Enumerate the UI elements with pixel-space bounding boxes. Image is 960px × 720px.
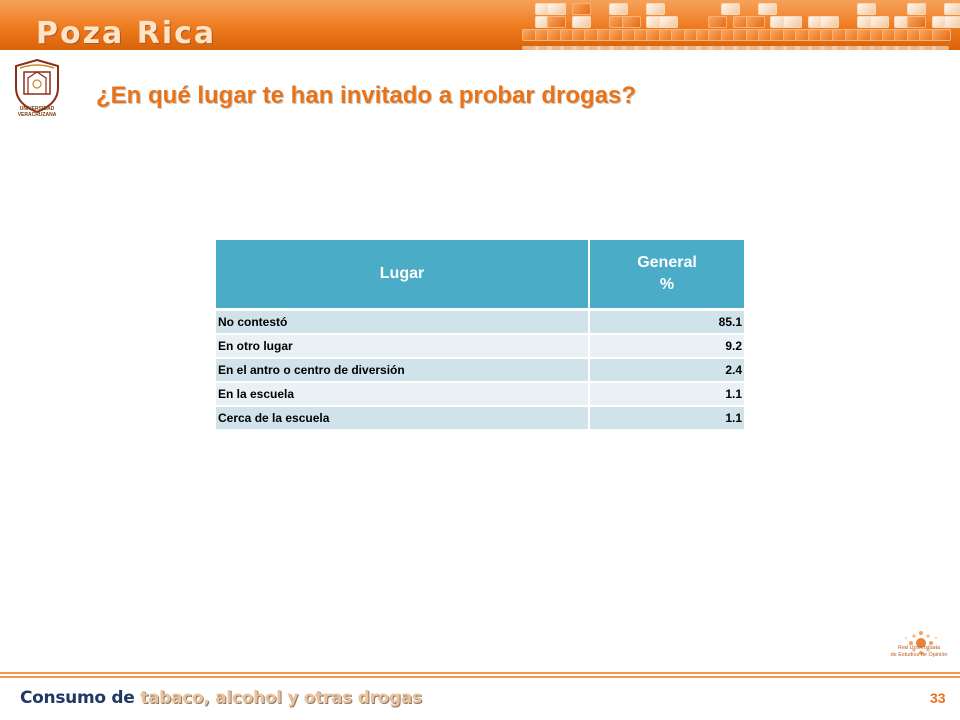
decorative-tile (609, 3, 628, 15)
network-logo-line1: Red Universitaria (897, 645, 941, 651)
header-title: Poza Rica (36, 16, 217, 51)
footer-title (20, 688, 422, 708)
decorative-tile (783, 16, 802, 28)
row-value: 1.1 (589, 382, 744, 406)
decorative-tile (857, 3, 876, 15)
decorative-tile (547, 16, 566, 28)
table-row (216, 334, 744, 358)
row-value: 9.2 (589, 334, 744, 358)
network-logo-line2: de Estudios de Opinión (890, 652, 948, 658)
table-row (216, 310, 744, 335)
decorative-tile (907, 3, 926, 15)
network-logo-icon (886, 614, 956, 674)
table-row (216, 382, 744, 406)
decorative-tile (622, 16, 641, 28)
decorative-tile (820, 16, 839, 28)
logo-caption: UNIVERSIDAD VERACRUZANA (17, 106, 57, 118)
decorative-tile-pattern (510, 3, 960, 63)
page-question: ¿En qué lugar te han invitado a probar drogas? (96, 82, 637, 109)
decorative-tile (659, 16, 678, 28)
network-logo-caption (880, 645, 958, 659)
column-header-place: Lugar (216, 240, 589, 310)
row-place: En otro lugar (216, 334, 589, 358)
row-value: 85.1 (589, 310, 744, 335)
decorative-tile (746, 16, 765, 28)
decorative-tile (646, 3, 665, 15)
table-row (216, 406, 744, 430)
row-place: En la escuela (216, 382, 589, 406)
decorative-tile (547, 3, 566, 15)
row-value: 1.1 (589, 406, 744, 430)
results-table (216, 240, 744, 431)
row-value: 2.4 (589, 358, 744, 382)
column-header-general-label: General (637, 254, 697, 271)
decorative-tile (721, 3, 740, 15)
decorative-tile (907, 16, 926, 28)
page-number: 33 (930, 690, 946, 706)
column-header-general (589, 240, 744, 310)
footer-divider (0, 672, 960, 680)
footer-title-lead: Consumo de (20, 688, 135, 708)
decorative-tile (708, 16, 727, 28)
decorative-tile (932, 29, 951, 41)
decorative-tile (572, 3, 591, 15)
row-place: Cerca de la escuela (216, 406, 589, 430)
row-place: En el antro o centro de diversión (216, 358, 589, 382)
decorative-tile (932, 46, 949, 50)
row-place: No contestó (216, 310, 589, 335)
table-row (216, 358, 744, 382)
decorative-tile (944, 3, 960, 15)
decorative-tile (572, 16, 591, 28)
table-header-row (216, 240, 744, 310)
column-header-general-unit: % (659, 276, 675, 293)
decorative-tile (870, 16, 889, 28)
footer-title-rest: tabaco, alcohol y otras drogas (134, 688, 422, 708)
decorative-tile (944, 16, 960, 28)
decorative-tile (758, 3, 777, 15)
